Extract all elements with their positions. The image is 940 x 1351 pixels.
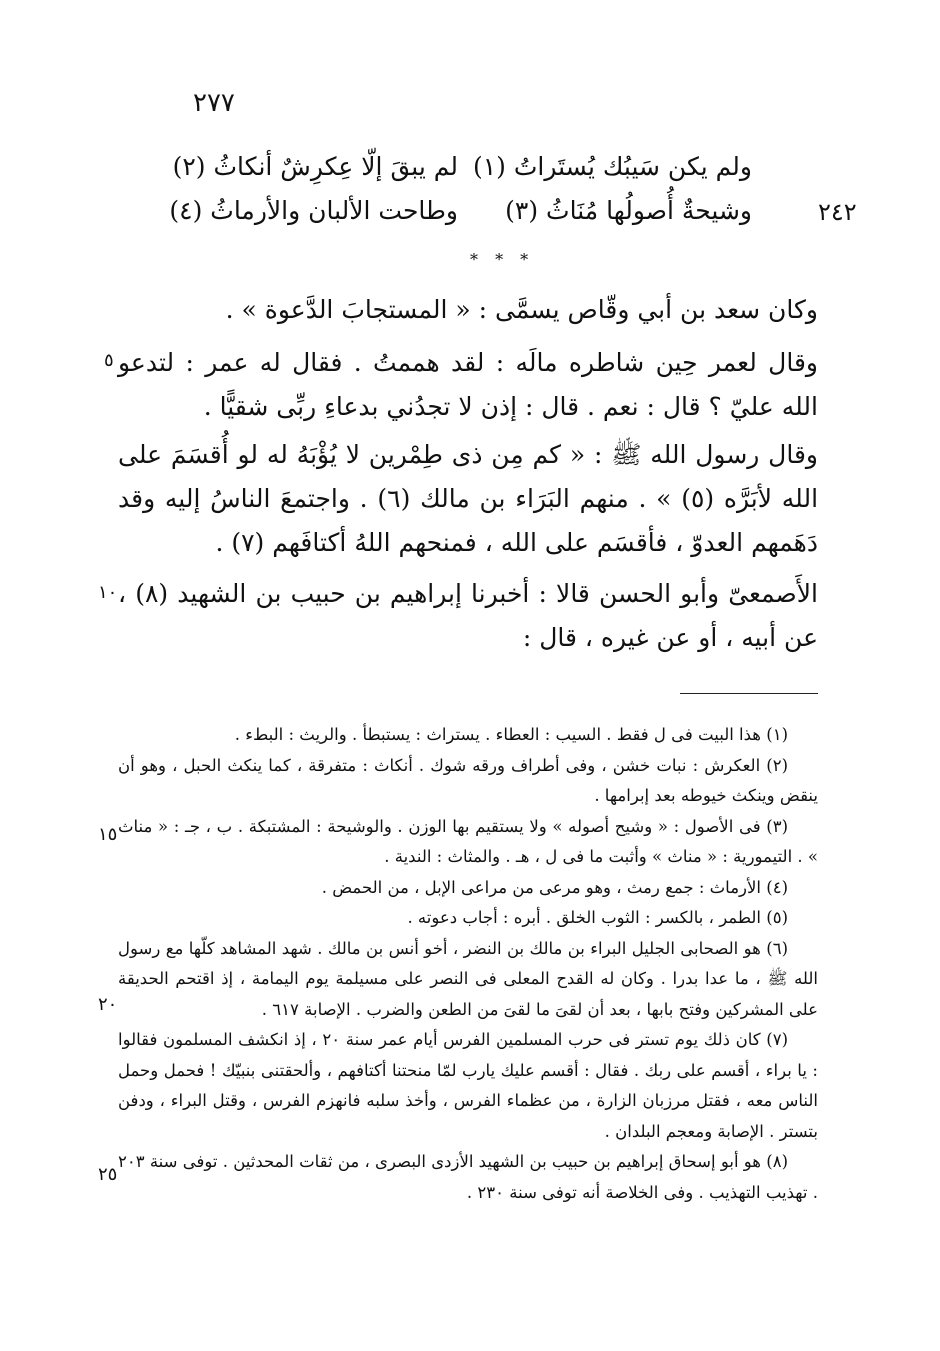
footnote-rule (680, 693, 818, 694)
verse-2-second-hemistich: وطاحت الألبان والأرماثُ (٤) (169, 196, 458, 225)
section-separator: * * * (470, 250, 535, 269)
paragraph-hadith: وقال رسول الله ﷺ : « كم مِن ذى طِمْرين لا يُؤْبَهُ له لو أُقسَمَ على الله لأبَرَّه (٥) » . منهم البَرَاء بن مالك (٦) . واجتمعَ الناسُ إليه وقد دَهَمهم العدوّ ، فأقسَم على الله ، فمنحهم اللهُ أكتافَهم (٧) . (118, 440, 819, 557)
footnote: (٢) العكرش : نبات خشن ، وفى أطراف ورقه شوك . أنكاث : متفرقة ، كما ينكث الحبل ، وهو أن ينقض وينكث خيوطه بعد إبرامها . (118, 755, 818, 805)
paragraph-asmai: الأَصمعىّ وأبو الحسن قالا : أخبرنا إبراهيم بن حبيب بن الشهيد (٨) ، عن أبيه ، أو عن غيره ، قال : (118, 579, 818, 652)
footnote: (٥) الطمر ، بالكسر : الثوب الخلق . أبره : أجاب دعوته . (407, 908, 788, 927)
verse-1-first-hemistich: ولم يكن سَيبُك يُستَراتُ (١) (472, 152, 752, 181)
page-number: ٢٧٧ (193, 88, 235, 118)
line-number: ١٠ (98, 582, 118, 603)
footnote: (٨) هو أبو إسحاق إبراهيم بن حبيب بن الشهيد الأزدى البصرى ، من ثقات المحدثين . توفى سنة ٢٠٣ . تهذيب التهذيب . وفى الخلاصة أنه توفى سنة ٢٣٠ . (118, 1152, 818, 1202)
footnotes (118, 720, 818, 1208)
verse-2-first-hemistich: وشيحةٌ أُصولُها مُنَاثُ (٣) (505, 196, 752, 225)
verse-1-second-hemistich: لم يبقَ إلّا عِكرِشٌ أنكاثُ (٢) (172, 152, 458, 181)
line-number: ١٥ (98, 824, 118, 845)
footnote: (١) هذا البيت فى ل فقط . السيب : العطاء . يستراث : يستبطأ . والريث : البطء . (234, 725, 788, 744)
line-number: ٢٠ (98, 994, 118, 1015)
paragraph-saad: وكان سعد بن أبي وقّاص يسمَّى : « المستجابَ الدَّعوة » . (225, 295, 818, 324)
line-number: ٢٥ (98, 1164, 118, 1185)
footnote: (٣) فى الأصول : « وشيح أصوله » ولا يستقيم بها الوزن . والوشيحة : المشتبكة . ب ، جـ : « مناث » . التيمورية : « مناث » وأثبت ما فى ل ، هـ . والمثاث : الندية . (118, 816, 818, 866)
poem-number: ٢٤٢ (818, 198, 857, 226)
footnote: (٦) هو الصحابى الجليل البراء بن مالك بن النضر ، أخو أنس بن مالك . شهد المشاهد كلّها مع رسول الله ﷺ ، ما عدا بدرا . وكان له القدح المعلى فى النصر على مسيلمة يوم اليمامة ، إذ اقتحم الحديقة على المشركين وفتح بابها ، بعد أن لقىَ ما لقىَ من الطعن والضرب . الإصابة ٦١٧ . (118, 938, 819, 1019)
paragraph-umar: وقال لعمر حِين شاطره مالَه : لقد هممتُ . فقال له عمر : لتدعو الله عليّ ؟ قال : نعم . قال : إذن لا تجدُني بدعاءِ ربِّى شقيًّا . (118, 348, 818, 421)
line-number: ٥ (104, 350, 114, 371)
footnote: (٧) كان ذلك يوم تستر فى حرب المسلمين الفرس أيام عمر سنة ٢٠ ، إذ انكشف المسلمون فقالوا : يا براء ، أقسم على ربك . فقال : أقسم عليك يارب لمّا منحتنا أكتافهم ، وألحقتنى بنبيّك ! فحمل وحمل الناس معه ، فقتل مرزبان الزارة ، من عظماء الفرس ، وأخذ سلبه فانهزم الفرس ، وقتل البراء ، ودفن بتستر . الإصابة ومعجم البلدان . (118, 1030, 818, 1141)
footnote: (٤) الأرماث : جمع رمث ، وهو مرعى من مراعى الإبل ، من الحمض . (321, 877, 788, 897)
